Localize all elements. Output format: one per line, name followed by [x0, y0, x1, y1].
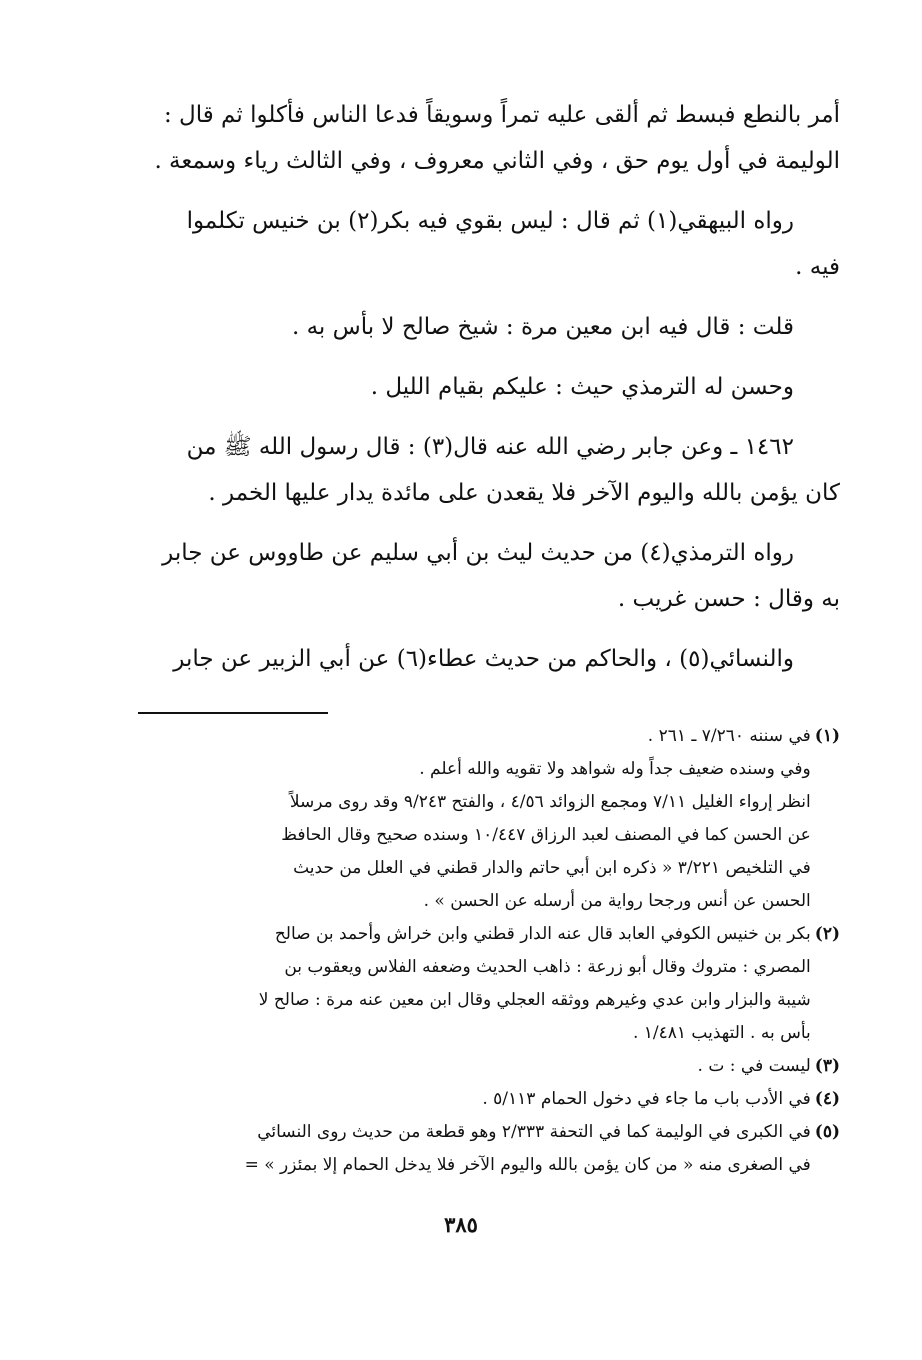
footnote: [138, 918, 840, 1050]
footnotes: [138, 720, 840, 1182]
footnote-body: [138, 918, 811, 1050]
page-number: ٣٨٥: [444, 1212, 478, 1237]
footnote: [138, 1116, 840, 1182]
footnote-line: في التلخيص ٣/٢٢١ « ذكره ابن أبي حاتم والدار قطني في العلل من حديث: [293, 858, 811, 878]
footnote-line: ليست في : ت .: [697, 1056, 811, 1076]
main-line: الوليمة في أول يوم حق ، وفي الثاني معروف ، وفي الثالث رياء وسمعة .: [154, 148, 840, 174]
footnote-line: بكر بن خنيس الكوفي العابد قال عنه الدار قطني وابن خراش وأحمد بن صالح: [274, 924, 811, 944]
main-line: به وقال : حسن غريب .: [617, 586, 840, 612]
footnote-body: [138, 720, 811, 918]
main-line: كان يؤمن بالله واليوم الآخر فلا يقعدن على مائدة يدار عليها الخمر .: [208, 480, 840, 506]
footnote-line: شيبة والبزار وابن عدي وغيرهم ووثقه العجلي وقال ابن معين عنه مرة : صالح لا: [258, 990, 811, 1010]
main-line: ١٤٦٢ ـ وعن جابر رضي الله عنه قال(٣) : قال رسول الله ﷺ من: [186, 434, 794, 460]
footnote-line: المصري : متروك وقال أبو زرعة : ذاهب الحديث وضعفه الفلاس ويعقوب بن: [284, 957, 811, 977]
footnote-number: (٥): [814, 1122, 840, 1142]
main-line: رواه البيهقي(١) ثم قال : ليس بقوي فيه بكر(٢) بن خنيس تكلموا: [186, 208, 794, 234]
main-text: [138, 92, 840, 682]
footnote: [138, 720, 840, 918]
footnote-line: في الأدب باب ما جاء في دخول الحمام ٥/١١٣ .: [482, 1089, 811, 1109]
footnote-number: (٢): [814, 924, 840, 944]
footnote-line: عن الحسن كما في المصنف لعبد الرزاق ١٠/٤٤٧ وسنده صحيح وقال الحافظ: [281, 825, 811, 845]
footnote: [138, 1050, 840, 1083]
footnote: [138, 1083, 840, 1116]
footnote-body: [138, 1116, 811, 1182]
footnote-number: (٤): [814, 1089, 840, 1109]
footnote-line: وفي وسنده ضعيف جداً وله شواهد ولا تقويه والله أعلم .: [419, 759, 811, 779]
footnote-line: بأس به . التهذيب ١/٤٨١ .: [632, 1023, 811, 1043]
footnote-body: [138, 1050, 811, 1083]
main-line: أمر بالنطع فبسط ثم ألقى عليه تمراً وسويقاً فدعا الناس فأكلوا ثم قال :: [163, 102, 840, 128]
footnote-line: في الصغرى منه « من كان يؤمن بالله واليوم الآخر فلا يدخل الحمام إلا بمئزر » =: [244, 1155, 811, 1175]
main-line: فيه .: [795, 254, 840, 280]
footnote-line: الحسن عن أنس ورجحا رواية من أرسله عن الحسن » .: [423, 891, 811, 911]
main-line: وحسن له الترمذي حيث : عليكم بقيام الليل .: [370, 374, 794, 400]
page: [138, 92, 840, 1182]
footnote-line: في سننه ٧/٢٦٠ ـ ٢٦١ .: [647, 726, 811, 746]
main-line: قلت : قال فيه ابن معين مرة : شيخ صالح لا بأس به .: [291, 314, 794, 340]
footnote-line: في الكبرى في الوليمة كما في التحفة ٢/٣٣٣ وهو قطعة من حديث روى النسائي: [257, 1122, 811, 1142]
footnote-number: (١): [814, 726, 840, 746]
footnote-body: [138, 1083, 811, 1116]
footnote-number: (٣): [814, 1056, 840, 1076]
main-line: والنسائي(٥) ، والحاكم من حديث عطاء(٦) عن أبي الزبير عن جابر: [173, 646, 794, 672]
main-line: رواه الترمذي(٤) من حديث ليث بن أبي سليم عن طاووس عن جابر: [162, 540, 794, 566]
footnote-line: انظر إرواء الغليل ٧/١١ ومجمع الزوائد ٤/٥٦ ، والفتح ٩/٢٤٣ وقد روى مرسلاً: [289, 792, 811, 812]
footnote-divider: [138, 712, 840, 714]
